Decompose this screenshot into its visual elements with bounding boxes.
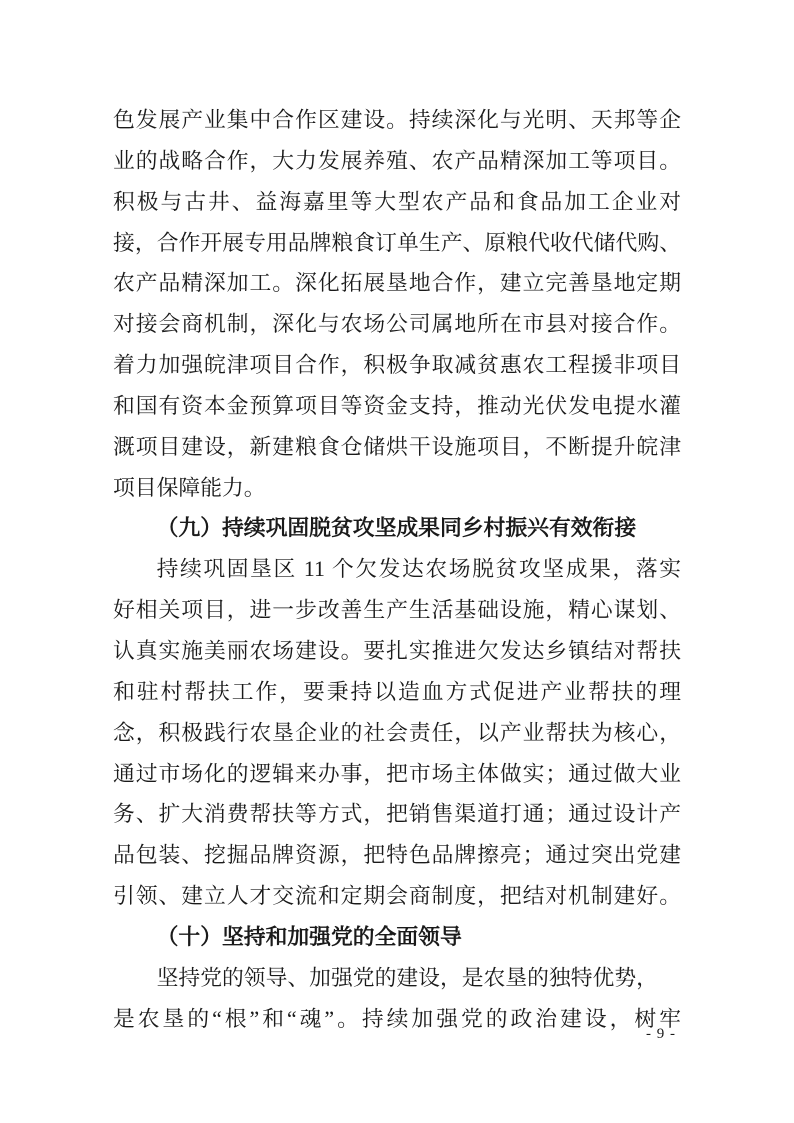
document-body — [113, 100, 681, 1039]
text-line: 引领、建立人才交流和定期会商制度，把结对机制建好。 — [113, 884, 681, 909]
text-line: 通过市场化的逻辑来办事，把市场主体做实；通过做大业 — [113, 761, 681, 786]
text-line: 对接会商机制，深化与农场公司属地所在市县对接合作。 — [113, 312, 681, 337]
heading-line: （十）坚持和加强党的全面领导 — [156, 924, 462, 949]
text-line: 坚持党的领导、加强党的建设，是农垦的独特优势， — [156, 965, 658, 990]
text-line: 和国有资本金预算项目等资金支持，推动光伏发电提水灌 — [113, 393, 681, 418]
text-line: 是农垦的“根”和“魂”。持续加强党的政治建设，树牢 — [113, 1006, 681, 1031]
text-line: 好相关项目，进一步改善生产生活基础设施，精心谋划、 — [113, 598, 681, 623]
text-line: 持续巩固垦区 11 个欠发达农场脱贫攻坚成果，落实 — [156, 557, 681, 582]
text-line: 业的战略合作，大力发展养殖、农产品精深加工等项目。 — [113, 148, 681, 173]
text-line: 务、扩大消费帮扶等方式，把销售渠道打通；通过设计产 — [113, 802, 681, 827]
page-number: - 9 - — [646, 1026, 676, 1042]
text-line: 农产品精深加工。深化拓展垦地合作，建立完善垦地定期 — [113, 271, 681, 296]
text-line: 溉项目建设，新建粮食仓储烘干设施项目，不断提升皖津 — [113, 434, 681, 459]
text-line: 积极与古井、益海嘉里等大型农产品和食品加工企业对 — [113, 189, 681, 214]
heading-line: （九）持续巩固脱贫攻坚成果同乡村振兴有效衔接 — [156, 516, 637, 541]
text-line: 项目保障能力。 — [113, 475, 266, 500]
text-line: 接，合作开展专用品牌粮食订单生产、原粮代收代储代购、 — [113, 230, 681, 255]
text-line: 色发展产业集中合作区建设。持续深化与光明、天邦等企 — [113, 108, 681, 132]
text-line: 念，积极践行农垦企业的社会责任，以产业帮扶为核心， — [113, 720, 681, 745]
text-line: 认真实施美丽农场建设。要扎实推进欠发达乡镇结对帮扶 — [113, 638, 681, 663]
text-line: 和驻村帮扶工作，要秉持以造血方式促进产业帮扶的理 — [113, 679, 681, 704]
text-line: 着力加强皖津项目合作，积极争取减贫惠农工程援非项目 — [113, 353, 681, 378]
text-line: 品包装、挖掘品牌资源，把特色品牌擦亮；通过突出党建 — [113, 843, 681, 868]
